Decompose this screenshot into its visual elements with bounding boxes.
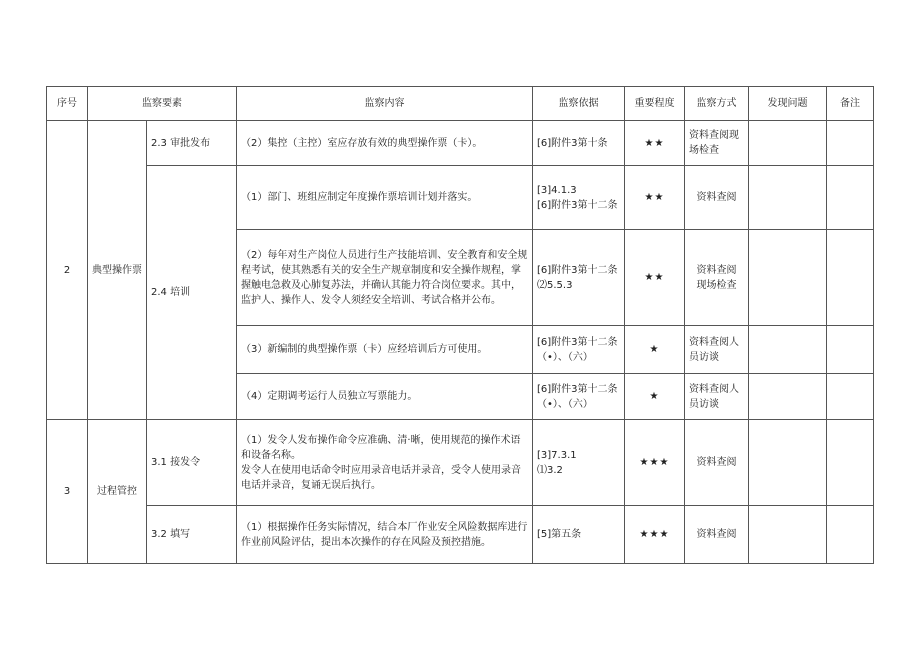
importance-stars: ★★★ [625,420,685,506]
method-cell: 资料查阅 [685,506,749,564]
method-cell: 资料查阅 现场检查 [685,230,749,326]
content-cell: （1）发令人发布操作命令应准确、清·晰，使用规范的操作术语和设备名称。 发令人在使用电话命令时应用录音电话并录音，受令人使用录音电话并录音，复诵无误后执行。 [237,420,533,506]
sub-element-cell: 2.4 培训 [147,166,237,420]
issues-cell [749,121,827,166]
element-cell: 典型操作票 [88,121,147,420]
issues-cell [749,326,827,374]
content-cell: （1）根据操作任务实际情况，结合本厂作业安全风险数据库进行作业前风险评估，提出本次操作的存在风险及预控措施。 [237,506,533,564]
importance-stars: ★ [625,326,685,374]
importance-stars: ★★★ [625,506,685,564]
importance-stars: ★ [625,374,685,420]
basis-cell: [6]附件3第十条 [533,121,625,166]
method-cell: 资料查阅现场检查 [685,121,749,166]
sub-element-cell: 3.1 接发令 [147,420,237,506]
importance-stars: ★★ [625,166,685,230]
basis-cell: [3]4.1.3 [6]附件3第十二条 [533,166,625,230]
seq-cell: 2 [47,121,88,420]
content-cell: （3）新编制的典型操作票（卡）应经培训后方可使用。 [237,326,533,374]
table-row [47,166,874,230]
basis-cell: [3]7.3.1 ⑴3.2 [533,420,625,506]
remarks-cell [827,326,874,374]
table-row [47,506,874,564]
issues-cell [749,166,827,230]
basis-cell: [6]附件3第十二条⑵5.5.3 [533,230,625,326]
header-basis: 监察依据 [533,87,625,121]
basis-cell: [5]第五条 [533,506,625,564]
table-row [47,420,874,506]
remarks-cell [827,121,874,166]
remarks-cell [827,506,874,564]
issues-cell [749,420,827,506]
remarks-cell [827,374,874,420]
method-cell: 资料查阅人员访谈 [685,374,749,420]
header-element: 监察要素 [88,87,237,121]
method-cell: 资料查阅 [685,166,749,230]
content-cell: （2）集控（主控）室应存放有效的典型操作票（卡）。 [237,121,533,166]
basis-cell: [6]附件3第十二条（•）、（六） [533,326,625,374]
content-cell: （1）部门、班组应制定年度操作票培训计划并落实。 [237,166,533,230]
header-importance: 重要程度 [625,87,685,121]
header-content: 监察内容 [237,87,533,121]
basis-cell: [6]附件3第十二条（•）、（六） [533,374,625,420]
remarks-cell [827,166,874,230]
sub-element-cell: 3.2 填写 [147,506,237,564]
header-seq: 序号 [47,87,88,121]
importance-stars: ★★ [625,121,685,166]
element-cell: 过程管控 [88,420,147,564]
header-issues: 发现问题 [749,87,827,121]
method-cell: 资料查阅 [685,420,749,506]
issues-cell [749,230,827,326]
remarks-cell [827,230,874,326]
seq-cell: 3 [47,420,88,564]
header-method: 监察方式 [685,87,749,121]
supervision-table [46,86,874,564]
table-row [47,121,874,166]
issues-cell [749,374,827,420]
content-cell: （4）定期调考运行人员独立写票能力。 [237,374,533,420]
method-cell: 资料查阅人员访谈 [685,326,749,374]
remarks-cell [827,420,874,506]
importance-stars: ★★ [625,230,685,326]
header-remarks: 备注 [827,87,874,121]
header-row [47,87,874,121]
issues-cell [749,506,827,564]
sub-element-cell: 2.3 审批发布 [147,121,237,166]
content-cell: （2）每年对生产岗位人员进行生产技能培训、安全教育和安全规程考试，使其熟悉有关的安全生产规章制度和安全操作规程，掌握触电急救及心肺复苏法，并确认其能力符合岗位要求。其中，监护人、操作人、发令人须经安全培训、考试合格并公布。 [237,230,533,326]
